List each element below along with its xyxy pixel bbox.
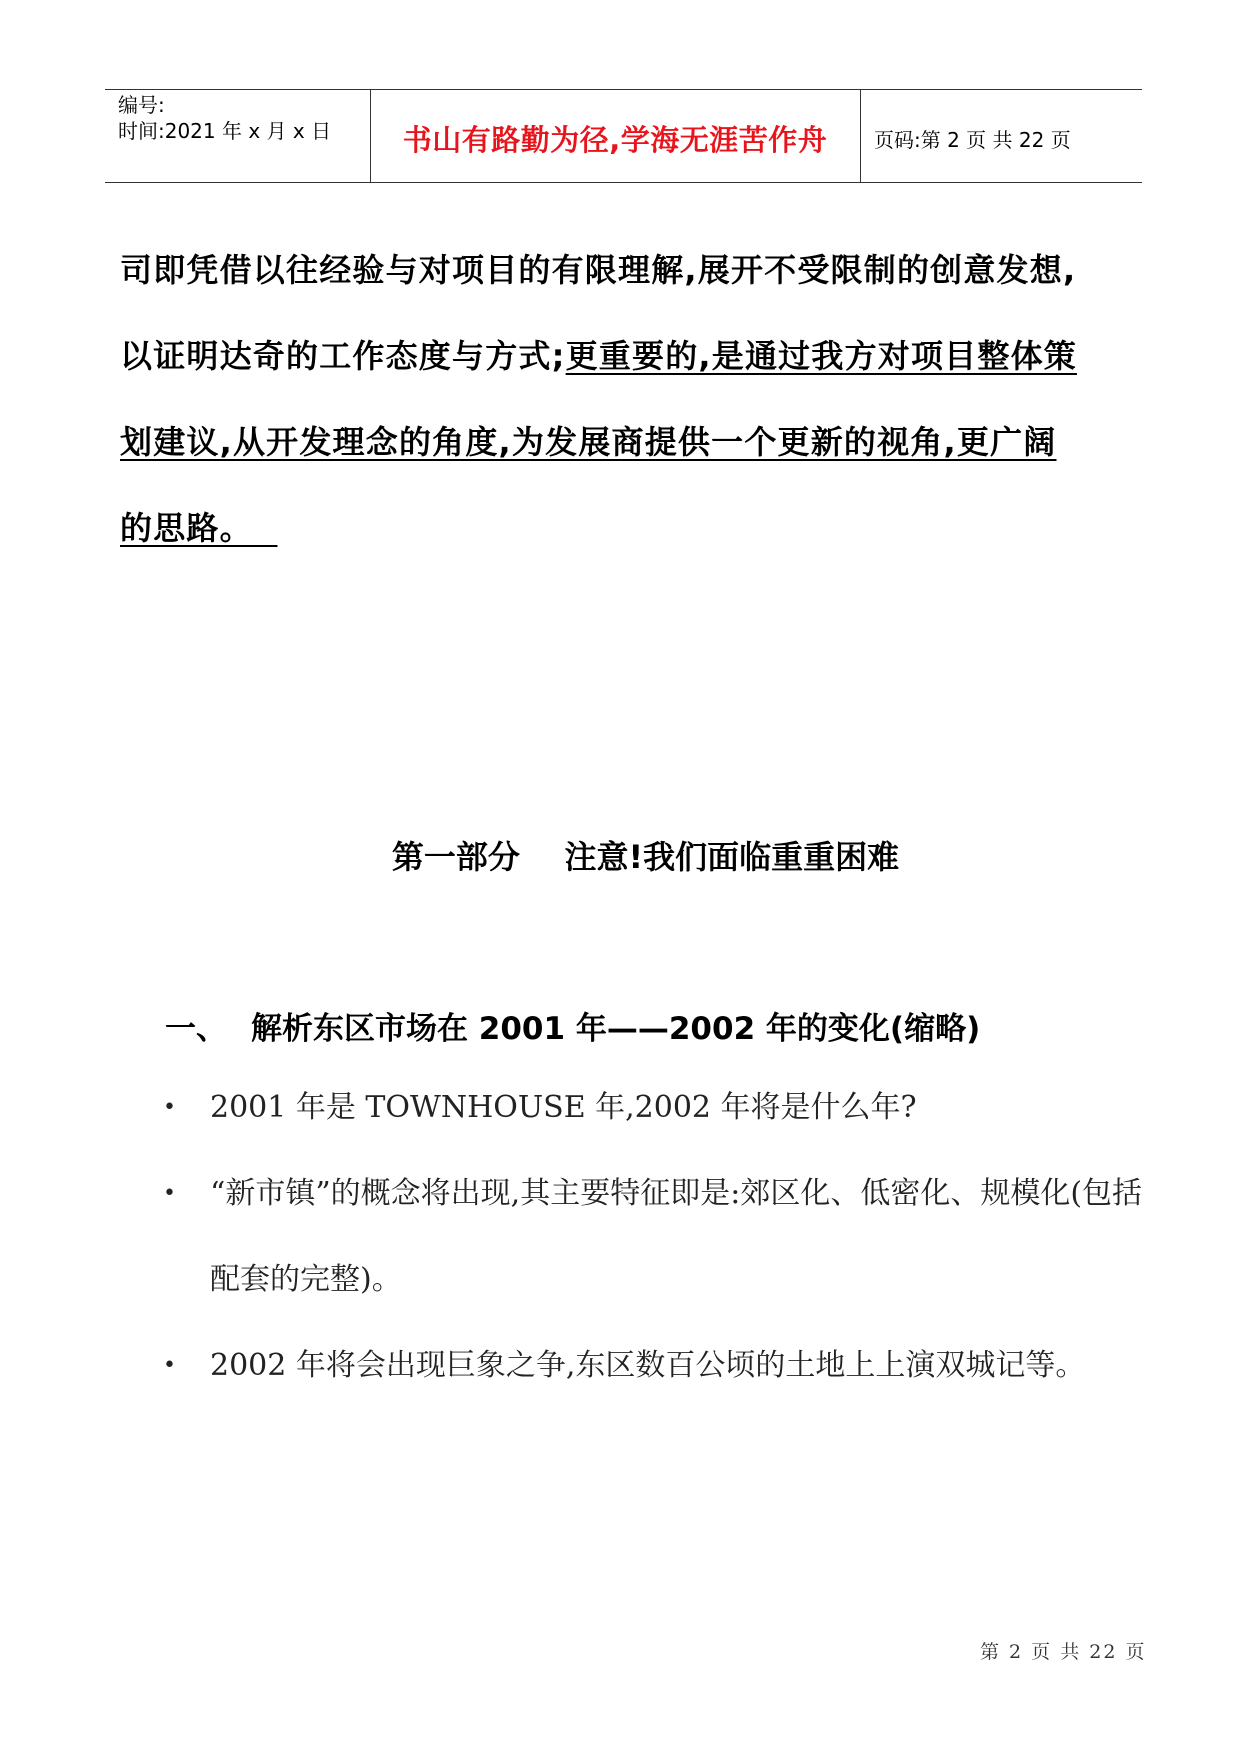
paragraph-text: 以证明达奇的工作态度与方式; [120,337,566,375]
list-item-text: 2002 年将会出现巨象之争,东区数百公顷的土地上上演双城记等。 [210,1348,1086,1383]
underlined-text: 的思路。 [120,509,278,547]
section-heading [165,1003,980,1048]
underlined-text: 划建议,从开发理念的角度,为发展商提供一个更新的视角,更广阔 [120,423,1057,461]
header-page-code: 页码:第 2 页 共 22 页 [874,128,1071,152]
section-title: 解析东区市场在 2001 年——2002 年的变化(缩略) [251,1011,981,1047]
body-paragraph [120,227,1140,571]
header-info [118,92,331,144]
bullet-dot-icon: • [163,1095,176,1120]
bullet-list [163,1065,1153,1409]
paragraph-line [120,485,1140,571]
list-item-text: 2001 年是 TOWNHOUSE 年,2002 年将是什么年? [210,1090,917,1125]
bullet-dot-icon: • [163,1353,176,1378]
header-motto: 书山有路勤为径,学海无涯苦作舟 [402,123,828,157]
paragraph-line: 司即凭借以往经验与对项目的有限理解,展开不受限制的创意发想, [120,251,1077,289]
paragraph-line [120,313,1140,399]
list-item-text: “新市镇”的概念将出现,其主要特征即是:郊区化、低密化、规模化(包括配套的完整)。 [210,1176,1143,1297]
document-time-label: 时间:2021 年 x 月 x 日 [118,119,332,143]
list-item [163,1151,1153,1323]
paragraph-line [120,399,1140,485]
page-footer: 第 2 页 共 22 页 [980,1641,1147,1663]
header-top-border [105,89,1142,90]
header-divider-right [860,89,861,182]
document-number-label: 编号: [118,93,165,117]
part-title: 第一部分 注意!我们面临重重困难 [391,838,900,876]
list-item [163,1065,1153,1151]
section-number: 一、 [165,1011,227,1047]
list-item [163,1323,1153,1409]
bullet-dot-icon: • [163,1181,176,1206]
header-bottom-border [105,182,1142,183]
underlined-text: 更重要的,是通过我方对项目整体策 [565,337,1077,375]
